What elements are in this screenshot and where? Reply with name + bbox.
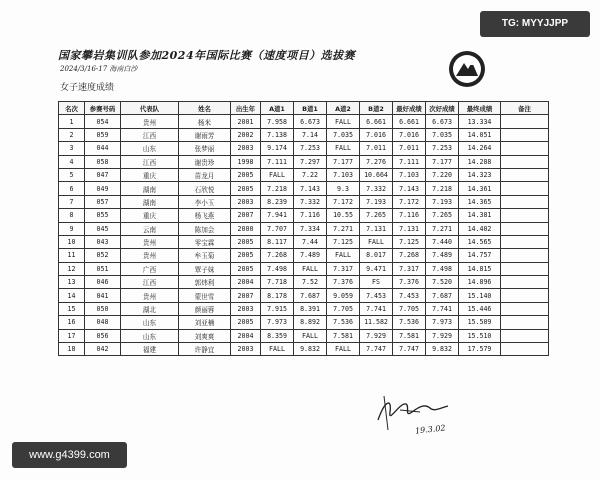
table-cell: 7.317 bbox=[393, 262, 426, 275]
table-cell: 江西 bbox=[121, 276, 179, 289]
table-cell: 045 bbox=[85, 222, 121, 235]
table-cell: 14.361 bbox=[459, 182, 501, 195]
table-cell: 零宝霖 bbox=[179, 235, 231, 248]
table-cell: 8.178 bbox=[261, 289, 294, 302]
column-header: A道2 bbox=[327, 102, 360, 115]
watermark-top: TG: MYYJJPP bbox=[480, 11, 590, 37]
table-cell: 3 bbox=[59, 142, 85, 155]
table-cell bbox=[501, 329, 549, 342]
table-cell: 7.035 bbox=[426, 128, 459, 141]
table-cell: 1 bbox=[59, 115, 85, 128]
table-cell bbox=[501, 276, 549, 289]
table-cell: 8.359 bbox=[261, 329, 294, 342]
table-cell: 7.172 bbox=[393, 195, 426, 208]
table-row bbox=[59, 195, 549, 208]
table-cell: 7.103 bbox=[393, 168, 426, 181]
table-cell: 8.117 bbox=[261, 235, 294, 248]
table-cell: 2004 bbox=[231, 276, 261, 289]
table-cell: 7.536 bbox=[393, 316, 426, 329]
table-cell: 10.664 bbox=[360, 168, 393, 181]
table-cell: 7.44 bbox=[294, 235, 327, 248]
table-cell: 2007 bbox=[231, 209, 261, 222]
table-cell: 9.471 bbox=[360, 262, 393, 275]
table-cell: 2005 bbox=[231, 262, 261, 275]
table-cell: 7.297 bbox=[294, 155, 327, 168]
table-cell: 贵州 bbox=[121, 115, 179, 128]
table-cell: 2005 bbox=[231, 249, 261, 262]
table-row bbox=[59, 155, 549, 168]
column-header: 参赛号码 bbox=[85, 102, 121, 115]
table-cell: 057 bbox=[85, 195, 121, 208]
table-cell: 7.747 bbox=[360, 343, 393, 356]
section-title: 女子速度成绩 bbox=[60, 83, 115, 93]
table-cell: 042 bbox=[85, 343, 121, 356]
table-cell: 7.973 bbox=[261, 316, 294, 329]
table-cell: 10 bbox=[59, 235, 85, 248]
table-cell: 9.174 bbox=[261, 142, 294, 155]
table-cell: 2005 bbox=[231, 168, 261, 181]
table-row bbox=[59, 329, 549, 342]
table-cell bbox=[501, 289, 549, 302]
table-cell: 7.973 bbox=[426, 316, 459, 329]
table-row bbox=[59, 168, 549, 181]
table-row bbox=[59, 289, 549, 302]
table-cell: 041 bbox=[85, 289, 121, 302]
table-row bbox=[59, 302, 549, 315]
table-cell bbox=[501, 155, 549, 168]
table-cell: 15.446 bbox=[459, 302, 501, 315]
table-row bbox=[59, 276, 549, 289]
table-cell: 7.929 bbox=[426, 329, 459, 342]
table-cell: 7.138 bbox=[261, 128, 294, 141]
table-cell: 云南 bbox=[121, 222, 179, 235]
table-cell: 14.896 bbox=[459, 276, 501, 289]
table-cell: 覃子妹 bbox=[179, 262, 231, 275]
document-date-location: 2024/3/16-17 海南白沙 bbox=[60, 65, 138, 73]
table-cell: 7.125 bbox=[327, 235, 360, 248]
table-cell: 7.011 bbox=[393, 142, 426, 155]
table-cell bbox=[501, 343, 549, 356]
table-cell: 7.218 bbox=[261, 182, 294, 195]
table-cell bbox=[501, 115, 549, 128]
table-row bbox=[59, 222, 549, 235]
table-cell: 5 bbox=[59, 168, 85, 181]
table-cell: 蒙世雪 bbox=[179, 289, 231, 302]
table-cell: 贵州 bbox=[121, 289, 179, 302]
table-header-row bbox=[59, 102, 549, 115]
table-cell: 9.832 bbox=[426, 343, 459, 356]
table-cell: 7.440 bbox=[426, 235, 459, 248]
table-cell: 7.103 bbox=[327, 168, 360, 181]
table-cell: 9.3 bbox=[327, 182, 360, 195]
table-cell: 李小玉 bbox=[179, 195, 231, 208]
table-cell: 054 bbox=[85, 115, 121, 128]
table-cell: 8 bbox=[59, 209, 85, 222]
table-cell: 7.218 bbox=[426, 182, 459, 195]
table-cell: 陈加会 bbox=[179, 222, 231, 235]
table-cell: 郭炜利 bbox=[179, 276, 231, 289]
table-cell: 7.143 bbox=[393, 182, 426, 195]
signature-date: 19.3.02 bbox=[414, 423, 446, 436]
table-cell: 7.131 bbox=[393, 222, 426, 235]
table-cell: 7.011 bbox=[360, 142, 393, 155]
table-cell: FALL bbox=[327, 142, 360, 155]
table-cell: 7.741 bbox=[426, 302, 459, 315]
table-cell: 14.264 bbox=[459, 142, 501, 155]
table-cell: 14.051 bbox=[459, 128, 501, 141]
table-cell: 7.177 bbox=[426, 155, 459, 168]
table-cell: 050 bbox=[85, 302, 121, 315]
table-cell: 2005 bbox=[231, 235, 261, 248]
table-cell: 谢雨芳 bbox=[179, 128, 231, 141]
table-cell: 牟玉菊 bbox=[179, 249, 231, 262]
table-cell: 湖南 bbox=[121, 195, 179, 208]
table-cell: 7.687 bbox=[426, 289, 459, 302]
table-cell: 043 bbox=[85, 235, 121, 248]
table-cell: 17.579 bbox=[459, 343, 501, 356]
table-cell: 10.55 bbox=[327, 209, 360, 222]
table-cell: 059 bbox=[85, 128, 121, 141]
table-cell: 9.832 bbox=[294, 343, 327, 356]
table-cell: 7.131 bbox=[360, 222, 393, 235]
table-cell: 7.253 bbox=[426, 142, 459, 155]
table-cell: FALL bbox=[360, 235, 393, 248]
table-cell: 11.582 bbox=[360, 316, 393, 329]
table-cell: 7.941 bbox=[261, 209, 294, 222]
table-cell: 14.757 bbox=[459, 249, 501, 262]
table-cell: 6 bbox=[59, 182, 85, 195]
table-cell: FALL bbox=[294, 262, 327, 275]
table-cell: 044 bbox=[85, 142, 121, 155]
column-header: 代表队 bbox=[121, 102, 179, 115]
table-cell: 11 bbox=[59, 249, 85, 262]
table-cell: 7.193 bbox=[426, 195, 459, 208]
table-cell: 湖北 bbox=[121, 302, 179, 315]
table-cell: 张梦丽 bbox=[179, 142, 231, 155]
table-cell: 046 bbox=[85, 276, 121, 289]
table-cell: 7.253 bbox=[294, 142, 327, 155]
table-cell: 14 bbox=[59, 289, 85, 302]
table-cell: 1998 bbox=[231, 155, 261, 168]
table-cell: 15.509 bbox=[459, 316, 501, 329]
table-cell: 7.453 bbox=[393, 289, 426, 302]
table-cell: 广西 bbox=[121, 262, 179, 275]
table-cell: 7.915 bbox=[261, 302, 294, 315]
table-cell: 7.498 bbox=[426, 262, 459, 275]
table-cell: 刘亚楠 bbox=[179, 316, 231, 329]
table-cell: 杨飞燕 bbox=[179, 209, 231, 222]
table-cell: 2002 bbox=[231, 128, 261, 141]
table-cell: 7.581 bbox=[393, 329, 426, 342]
table-cell: 2003 bbox=[231, 195, 261, 208]
results-table bbox=[58, 101, 549, 356]
table-cell: 7.707 bbox=[261, 222, 294, 235]
table-cell: 7.958 bbox=[261, 115, 294, 128]
table-cell: 13 bbox=[59, 276, 85, 289]
table-cell: 8.892 bbox=[294, 316, 327, 329]
table-cell: 9 bbox=[59, 222, 85, 235]
table-cell: 杨米 bbox=[179, 115, 231, 128]
table-cell: 2003 bbox=[231, 302, 261, 315]
table-cell: 7.111 bbox=[261, 155, 294, 168]
table-cell: 福建 bbox=[121, 343, 179, 356]
table-cell: 15 bbox=[59, 302, 85, 315]
table-cell: 15.510 bbox=[459, 329, 501, 342]
table-cell: 2 bbox=[59, 128, 85, 141]
column-header: A道1 bbox=[261, 102, 294, 115]
table-cell: 7.498 bbox=[261, 262, 294, 275]
table-cell: FALL bbox=[261, 343, 294, 356]
column-header: 最好成绩 bbox=[393, 102, 426, 115]
table-cell: 048 bbox=[85, 316, 121, 329]
table-cell: 贵州 bbox=[121, 235, 179, 248]
table-row bbox=[59, 209, 549, 222]
table-cell: 7 bbox=[59, 195, 85, 208]
table-row bbox=[59, 343, 549, 356]
table-cell: 7.376 bbox=[393, 276, 426, 289]
table-cell: 14.381 bbox=[459, 209, 501, 222]
table-cell: 7.276 bbox=[360, 155, 393, 168]
table-row bbox=[59, 182, 549, 195]
table-cell: 石欣悦 bbox=[179, 182, 231, 195]
watermark-bottom: www.g4399.com bbox=[12, 442, 127, 468]
table-row bbox=[59, 262, 549, 275]
table-cell bbox=[501, 222, 549, 235]
table-cell: 2005 bbox=[231, 182, 261, 195]
table-cell: 18 bbox=[59, 343, 85, 356]
table-cell: 14.402 bbox=[459, 222, 501, 235]
table-cell: 7.193 bbox=[360, 195, 393, 208]
table-cell: 8.391 bbox=[294, 302, 327, 315]
table-cell: 049 bbox=[85, 182, 121, 195]
table-cell: 7.035 bbox=[327, 128, 360, 141]
table-cell: 8.239 bbox=[261, 195, 294, 208]
table-cell: FALL bbox=[327, 249, 360, 262]
table-cell: 7.265 bbox=[426, 209, 459, 222]
climbing-association-logo-icon bbox=[447, 49, 487, 89]
table-cell: 颜丽蓉 bbox=[179, 302, 231, 315]
table-cell bbox=[501, 142, 549, 155]
table-cell bbox=[501, 316, 549, 329]
table-cell: 贵州 bbox=[121, 249, 179, 262]
table-cell bbox=[501, 262, 549, 275]
column-header: 最终成绩 bbox=[459, 102, 501, 115]
table-cell: FALL bbox=[294, 329, 327, 342]
table-cell: 7.177 bbox=[327, 155, 360, 168]
table-cell: 7.116 bbox=[393, 209, 426, 222]
table-cell: 重庆 bbox=[121, 168, 179, 181]
table-cell: 7.929 bbox=[360, 329, 393, 342]
column-header: 次好成绩 bbox=[426, 102, 459, 115]
table-cell: 7.317 bbox=[327, 262, 360, 275]
table-cell: 7.747 bbox=[393, 343, 426, 356]
table-cell: 7.143 bbox=[294, 182, 327, 195]
table-cell: 7.016 bbox=[393, 128, 426, 141]
table-row bbox=[59, 115, 549, 128]
column-header: 备注 bbox=[501, 102, 549, 115]
table-cell: 7.334 bbox=[294, 222, 327, 235]
table-cell: 7.268 bbox=[261, 249, 294, 262]
table-cell bbox=[501, 302, 549, 315]
table-cell: 许静宜 bbox=[179, 343, 231, 356]
table-cell: 7.453 bbox=[360, 289, 393, 302]
table-cell: 14.288 bbox=[459, 155, 501, 168]
table-cell bbox=[501, 209, 549, 222]
table-cell: 7.111 bbox=[393, 155, 426, 168]
table-row bbox=[59, 316, 549, 329]
table-cell: 051 bbox=[85, 262, 121, 275]
table-cell: 2007 bbox=[231, 289, 261, 302]
table-cell: 7.687 bbox=[294, 289, 327, 302]
table-cell: 7.265 bbox=[360, 209, 393, 222]
column-header: B道2 bbox=[360, 102, 393, 115]
table-row bbox=[59, 235, 549, 248]
table-cell: 13.334 bbox=[459, 115, 501, 128]
table-cell: 2004 bbox=[231, 329, 261, 342]
table-cell: 湖南 bbox=[121, 182, 179, 195]
table-cell: 山东 bbox=[121, 316, 179, 329]
table-cell: 6.661 bbox=[393, 115, 426, 128]
table-cell: 刘爽爽 bbox=[179, 329, 231, 342]
table-cell: 山东 bbox=[121, 142, 179, 155]
table-cell: 7.332 bbox=[360, 182, 393, 195]
table-cell: 047 bbox=[85, 168, 121, 181]
table-cell: 江西 bbox=[121, 128, 179, 141]
table-cell: 9.059 bbox=[327, 289, 360, 302]
table-row bbox=[59, 128, 549, 141]
table-cell: 052 bbox=[85, 249, 121, 262]
table-cell: 7.125 bbox=[393, 235, 426, 248]
table-cell: 7.520 bbox=[426, 276, 459, 289]
table-cell: FALL bbox=[327, 115, 360, 128]
table-cell bbox=[501, 168, 549, 181]
table-cell: 江西 bbox=[121, 155, 179, 168]
table-cell: 14.323 bbox=[459, 168, 501, 181]
table-cell: 14.365 bbox=[459, 195, 501, 208]
table-cell: 7.016 bbox=[360, 128, 393, 141]
table-cell: 重庆 bbox=[121, 209, 179, 222]
table-cell: 7.741 bbox=[360, 302, 393, 315]
column-header: 名次 bbox=[59, 102, 85, 115]
table-cell: 7.581 bbox=[327, 329, 360, 342]
table-cell: 7.22 bbox=[294, 168, 327, 181]
table-cell: 7.52 bbox=[294, 276, 327, 289]
table-cell: 6.673 bbox=[426, 115, 459, 128]
table-cell: 7.271 bbox=[426, 222, 459, 235]
table-row bbox=[59, 142, 549, 155]
table-row bbox=[59, 249, 549, 262]
table-cell: 2000 bbox=[231, 222, 261, 235]
table-cell: FALL bbox=[327, 343, 360, 356]
table-cell: 7.220 bbox=[426, 168, 459, 181]
table-cell: 7.536 bbox=[327, 316, 360, 329]
table-cell: 8.017 bbox=[360, 249, 393, 262]
table-cell: FALL bbox=[261, 168, 294, 181]
table-cell: 7.14 bbox=[294, 128, 327, 141]
table-cell bbox=[501, 195, 549, 208]
table-cell: 7.268 bbox=[393, 249, 426, 262]
table-cell: 056 bbox=[85, 329, 121, 342]
table-cell: 14.815 bbox=[459, 262, 501, 275]
table-cell: 7.489 bbox=[426, 249, 459, 262]
document-title: 国家攀岩集训队参加2024年国际比赛（速度项目）选拔赛 bbox=[58, 49, 356, 62]
table-cell: 7.705 bbox=[393, 302, 426, 315]
table-cell: 6.673 bbox=[294, 115, 327, 128]
table-cell bbox=[501, 128, 549, 141]
table-cell: 谢贵珍 bbox=[179, 155, 231, 168]
table-cell: 055 bbox=[85, 209, 121, 222]
column-header: 姓名 bbox=[179, 102, 231, 115]
table-cell: 058 bbox=[85, 155, 121, 168]
table-cell: 苗龙月 bbox=[179, 168, 231, 181]
table-cell: 7.489 bbox=[294, 249, 327, 262]
table-cell: 7.271 bbox=[327, 222, 360, 235]
table-cell: 6.661 bbox=[360, 115, 393, 128]
table-cell: 15.140 bbox=[459, 289, 501, 302]
table-cell: 16 bbox=[59, 316, 85, 329]
table-cell: 7.718 bbox=[261, 276, 294, 289]
table-cell: 7.376 bbox=[327, 276, 360, 289]
table-cell: 2003 bbox=[231, 343, 261, 356]
table-cell: FS bbox=[360, 276, 393, 289]
table-cell: 17 bbox=[59, 329, 85, 342]
table-cell: 7.116 bbox=[294, 209, 327, 222]
table-cell: 7.172 bbox=[327, 195, 360, 208]
table-cell: 14.565 bbox=[459, 235, 501, 248]
column-header: 出生年 bbox=[231, 102, 261, 115]
table-cell: 12 bbox=[59, 262, 85, 275]
table-cell: 2005 bbox=[231, 316, 261, 329]
table-cell: 2001 bbox=[231, 115, 261, 128]
table-cell: 7.705 bbox=[327, 302, 360, 315]
table-cell: 4 bbox=[59, 155, 85, 168]
table-cell bbox=[501, 249, 549, 262]
table-cell: 7.332 bbox=[294, 195, 327, 208]
table-cell bbox=[501, 182, 549, 195]
table-cell: 2003 bbox=[231, 142, 261, 155]
table-cell: 山东 bbox=[121, 329, 179, 342]
table-cell bbox=[501, 235, 549, 248]
column-header: B道1 bbox=[294, 102, 327, 115]
